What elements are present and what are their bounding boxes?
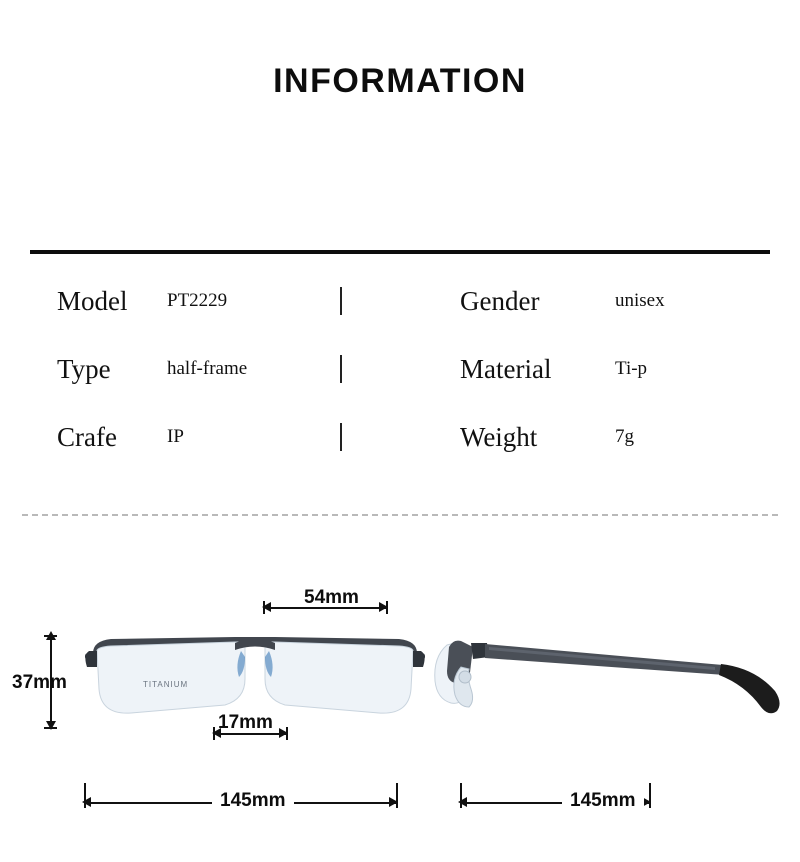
- side-length-tick-left: [460, 783, 462, 808]
- spec-value-model: PT2229: [167, 290, 228, 311]
- spec-label-crafe: Crafe: [57, 421, 117, 452]
- frame-height-arrow-down: [46, 721, 56, 730]
- dim-label-side-length: 145mm: [562, 790, 644, 812]
- front-total-width-tick-left: [84, 783, 86, 808]
- spec-row: [30, 335, 400, 403]
- spec-value-gender: unisex: [615, 290, 665, 311]
- lens-width-tick-right: [386, 601, 388, 614]
- dim-label-bridge-width: 17mm: [218, 712, 273, 733]
- glasses-side-view: [425, 637, 790, 747]
- specification-table: [30, 267, 770, 471]
- bridge-width-tick-left: [213, 727, 215, 740]
- spec-row: [400, 335, 770, 403]
- page-title: INFORMATION: [273, 62, 527, 100]
- svg-text:TITANIUM: TITANIUM: [143, 680, 189, 689]
- spec-label-gender: Gender: [460, 285, 540, 316]
- spec-label-material: Material: [460, 353, 552, 384]
- spec-value-material: Ti-p: [615, 358, 648, 379]
- spec-row: [400, 267, 770, 335]
- spec-value-crafe: IP: [167, 426, 184, 447]
- dim-label-front-total-width: 145mm: [212, 790, 294, 812]
- dim-label-lens-width: 54mm: [304, 587, 359, 608]
- frame-height-tick-top: [44, 635, 57, 637]
- section-dashed-divider: [22, 514, 778, 516]
- spec-label-type: Type: [57, 353, 111, 384]
- spec-value-type: half-frame: [167, 358, 248, 379]
- spec-value-weight: 7g: [615, 426, 634, 447]
- spec-label-model: Model: [57, 285, 128, 316]
- bridge-width-tick-right: [286, 727, 288, 740]
- spec-row: [30, 403, 400, 471]
- spec-row: [400, 403, 770, 471]
- front-total-width-tick-right: [396, 783, 398, 808]
- dim-label-frame-height: 37mm: [12, 672, 67, 693]
- spec-label-weight: Weight: [460, 421, 538, 452]
- product-dimension-diagram: [0, 527, 800, 862]
- spec-row: [30, 267, 400, 335]
- frame-height-tick-bottom: [44, 727, 57, 729]
- lens-width-tick-left: [263, 601, 265, 614]
- title-divider-rule: [30, 250, 770, 254]
- side-length-tick-right: [649, 783, 651, 808]
